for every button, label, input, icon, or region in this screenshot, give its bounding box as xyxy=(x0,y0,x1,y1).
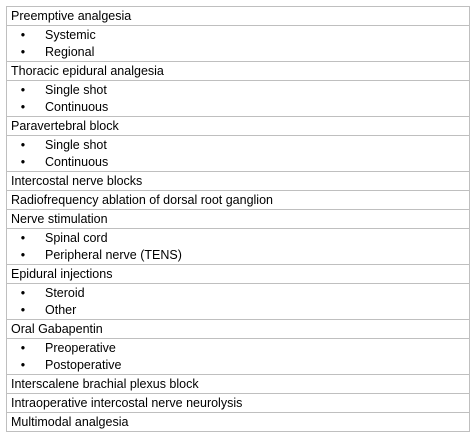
list-item-label: Steroid xyxy=(45,286,85,300)
list-item xyxy=(7,99,469,116)
bullet-icon: • xyxy=(20,303,26,317)
list-item xyxy=(7,340,469,357)
list-item xyxy=(7,285,469,302)
list-item-label: Other xyxy=(45,303,77,317)
list-item-label: Systemic xyxy=(45,28,96,42)
list-item xyxy=(7,82,469,99)
list-item-label: Postoperative xyxy=(45,358,122,372)
table-row-subitems xyxy=(7,26,469,62)
bullet-icon: • xyxy=(20,45,26,59)
table-row-heading: Paravertebral block xyxy=(7,117,469,136)
bullet-icon: • xyxy=(20,138,26,152)
list-item xyxy=(7,302,469,319)
bullet-icon: • xyxy=(20,286,26,300)
bullet-icon: • xyxy=(20,248,26,262)
table-row-subitems xyxy=(7,136,469,172)
list-item-label: Continuous xyxy=(45,155,109,169)
table-row-subitems xyxy=(7,229,469,265)
list-item xyxy=(7,357,469,374)
table-row-heading: Thoracic epidural analgesia xyxy=(7,62,469,81)
table-row-heading: Intercostal nerve blocks xyxy=(7,172,469,191)
table-row-heading: Oral Gabapentin xyxy=(7,320,469,339)
table-row-heading: Epidural injections xyxy=(7,265,469,284)
table-row-heading: Intraoperative intercostal nerve neurolysis xyxy=(7,394,469,413)
list-item xyxy=(7,247,469,264)
bullet-icon: • xyxy=(20,231,26,245)
list-item-label: Regional xyxy=(45,45,95,59)
list-item-label: Spinal cord xyxy=(45,231,108,245)
bullet-icon: • xyxy=(20,28,26,42)
table-row-subitems xyxy=(7,284,469,320)
table-row-heading: Interscalene brachial plexus block xyxy=(7,375,469,394)
bullet-icon: • xyxy=(20,358,26,372)
list-item xyxy=(7,27,469,44)
list-item-label: Continuous xyxy=(45,100,109,114)
table-row-heading: Multimodal analgesia xyxy=(7,413,469,432)
bullet-icon: • xyxy=(20,155,26,169)
list-item xyxy=(7,230,469,247)
treatment-table xyxy=(6,6,470,432)
bullet-icon: • xyxy=(20,100,26,114)
table-row-heading: Preemptive analgesia xyxy=(7,7,469,26)
table-row-heading: Nerve stimulation xyxy=(7,210,469,229)
list-item-label: Preoperative xyxy=(45,341,116,355)
list-item xyxy=(7,137,469,154)
list-item xyxy=(7,44,469,61)
table-row-subitems xyxy=(7,339,469,375)
table-row-heading: Radiofrequency ablation of dorsal root ganglion xyxy=(7,191,469,210)
list-item-label: Single shot xyxy=(45,83,107,97)
bullet-icon: • xyxy=(20,83,26,97)
bullet-icon: • xyxy=(20,341,26,355)
table-row-subitems xyxy=(7,81,469,117)
list-item-label: Single shot xyxy=(45,138,107,152)
list-item xyxy=(7,154,469,171)
list-item-label: Peripheral nerve (TENS) xyxy=(45,248,182,262)
